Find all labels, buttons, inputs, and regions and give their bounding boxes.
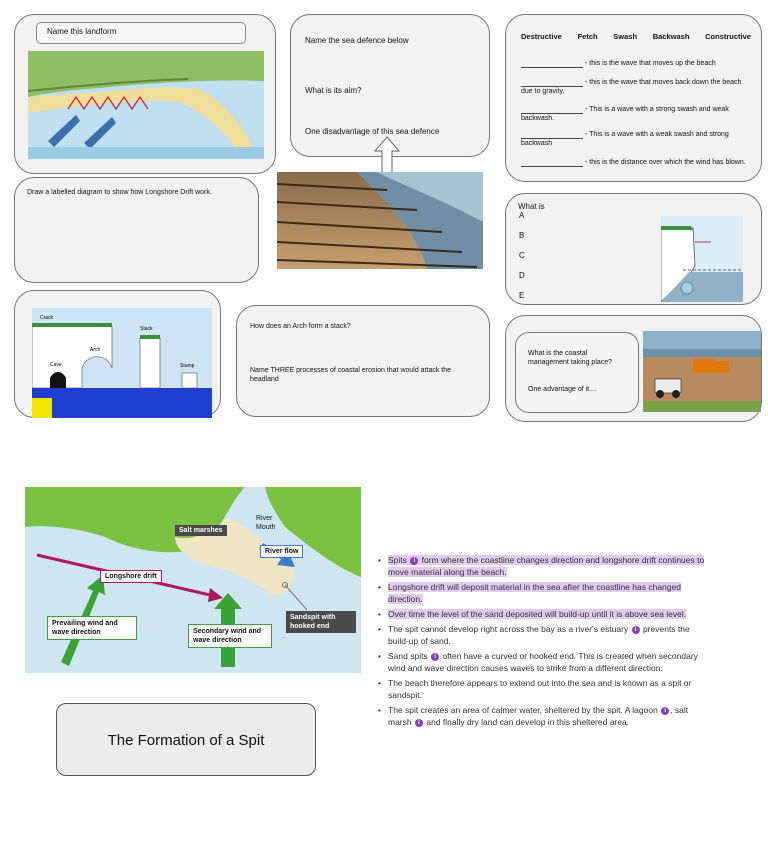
defence-question-2: What is its aim? <box>305 86 362 95</box>
letter-d: D <box>519 271 525 280</box>
longshore-landform-diagram <box>28 51 264 159</box>
wave-terms-header <box>521 32 751 41</box>
label-arch: Arch <box>90 347 101 353</box>
label-sandspit: Sandspit with hooked end <box>286 611 356 633</box>
arch-stack-diagram <box>32 308 212 418</box>
wave-line-text: - this is the wave that moves up the beach <box>585 60 716 67</box>
list-item <box>378 608 708 620</box>
info-icon[interactable]: i <box>410 557 418 565</box>
label-cave: Cave <box>50 362 62 368</box>
info-icon[interactable]: i <box>632 626 640 634</box>
wave-line-3 <box>521 105 753 124</box>
bullet-text: The beach therefore appears to extend out into the sea and is known as a spit or sandspit. <box>388 678 692 700</box>
list-item <box>378 704 708 728</box>
wave-line-2 <box>521 78 753 97</box>
letter-a: A <box>519 211 525 220</box>
defence-question-1: Name the sea defence below <box>305 36 409 45</box>
letter-b: B <box>519 231 525 240</box>
management-inner-card <box>515 332 639 413</box>
info-icon[interactable]: i <box>431 653 439 661</box>
label-prevailing-wind: Prevailing wind and wave direction <box>47 616 137 640</box>
card-longshore-drift <box>14 177 259 283</box>
bullet-text: Longshore drift will deposit material in the sea after the coastline has changed direction. <box>388 582 681 604</box>
list-item <box>378 650 708 674</box>
bullet-text: , salt marsh <box>388 705 689 727</box>
management-question-1: What is the coastal management taking place? <box>528 350 613 367</box>
answer-blank[interactable] <box>521 67 583 68</box>
list-item <box>378 554 708 578</box>
beach-nourishment-photo <box>643 331 761 412</box>
card-management <box>505 315 762 422</box>
label-secondary-wind: Secondary wind and wave direction <box>188 624 272 648</box>
spit-explanation-list <box>378 554 708 731</box>
management-question-2: One advantage of it.... <box>528 386 597 393</box>
bullet-text: The spit creates an area of calmer water, sheltered by the spit. A lagoon <box>388 705 658 715</box>
letter-c: C <box>519 251 525 260</box>
wave-line-text: - This is a wave with a strong swash and weak backwash. <box>521 106 729 123</box>
term-destructive: Destructive <box>521 32 562 41</box>
spit-title-box <box>56 703 316 776</box>
wave-cut-platform-diagram <box>661 216 743 302</box>
landform-title-box <box>36 22 246 44</box>
wave-line-4 <box>521 130 753 149</box>
label-stump: Stump <box>180 363 195 369</box>
groynes-photo <box>277 172 483 269</box>
term-constructive: Constructive <box>705 32 751 41</box>
bullet-text: The spit cannot develop right across the bay as a river's estuary <box>388 624 629 634</box>
list-item <box>378 581 708 605</box>
bullet-text: prevents the build-up of sand. <box>388 624 690 646</box>
spit-title: The Formation of a Spit <box>107 732 265 749</box>
defence-question-3: One disadvantage of this sea defence <box>305 127 440 136</box>
landform-title: Name this landform <box>47 27 117 36</box>
bullet-text: form where the coastline changes direction and longshore drift continues to move material along the beach. <box>388 555 705 577</box>
wave-line-5 <box>521 158 753 167</box>
card-arch <box>236 305 490 417</box>
card-landform <box>14 14 276 174</box>
drift-instruction: Draw a labelled diagram to show how Longshore Drift work. <box>27 189 212 196</box>
letter-e: E <box>519 291 525 300</box>
info-icon[interactable]: i <box>661 707 669 715</box>
card-waves <box>505 14 762 182</box>
list-item <box>378 623 708 647</box>
term-fetch: Fetch <box>577 32 598 41</box>
card-what-is <box>505 193 762 305</box>
answer-blank[interactable] <box>521 166 583 167</box>
label-crack: Crack <box>40 315 54 321</box>
wave-line-1 <box>521 59 753 68</box>
term-backwash: Backwash <box>652 32 690 41</box>
bullet-text: and finally dry land can develop in this sheltered area. <box>424 717 630 727</box>
info-icon[interactable]: i <box>415 719 423 727</box>
term-swash: Swash <box>613 32 638 41</box>
bullet-text: Spits <box>388 555 407 565</box>
arch-question-1: How does an Arch form a stack? <box>250 323 351 330</box>
label-river-flow: River flow <box>260 545 303 558</box>
whatis-title: What is <box>518 202 545 211</box>
label-longshore-drift: Longshore drift <box>100 570 162 583</box>
bullet-text: often have a curved or hooked end. This is created when secondary wind and wave direction causes waves to strike from a different direction. <box>388 651 698 673</box>
bullet-text: Sand spits <box>388 651 428 661</box>
wave-line-text: - This is a wave with a weak swash and strong backwash <box>521 131 729 148</box>
wave-line-text: - this is the wave that moves back down the beach due to gravity. <box>521 79 742 96</box>
wave-line-text: - this is the distance over which the wind has blown. <box>585 159 746 166</box>
arch-question-2: Name THREE processes of coastal erosion that would attack the headland <box>250 367 452 384</box>
label-river-mouth: River Mouth <box>256 515 276 531</box>
card-stack-diagram <box>14 290 221 418</box>
label-salt-marshes: Salt marshes <box>175 525 227 536</box>
list-item <box>378 677 708 701</box>
bullet-text: Over time the level of the sand deposited will build-up until it is above sea level. <box>388 609 687 619</box>
label-stack: Stack <box>140 326 153 332</box>
